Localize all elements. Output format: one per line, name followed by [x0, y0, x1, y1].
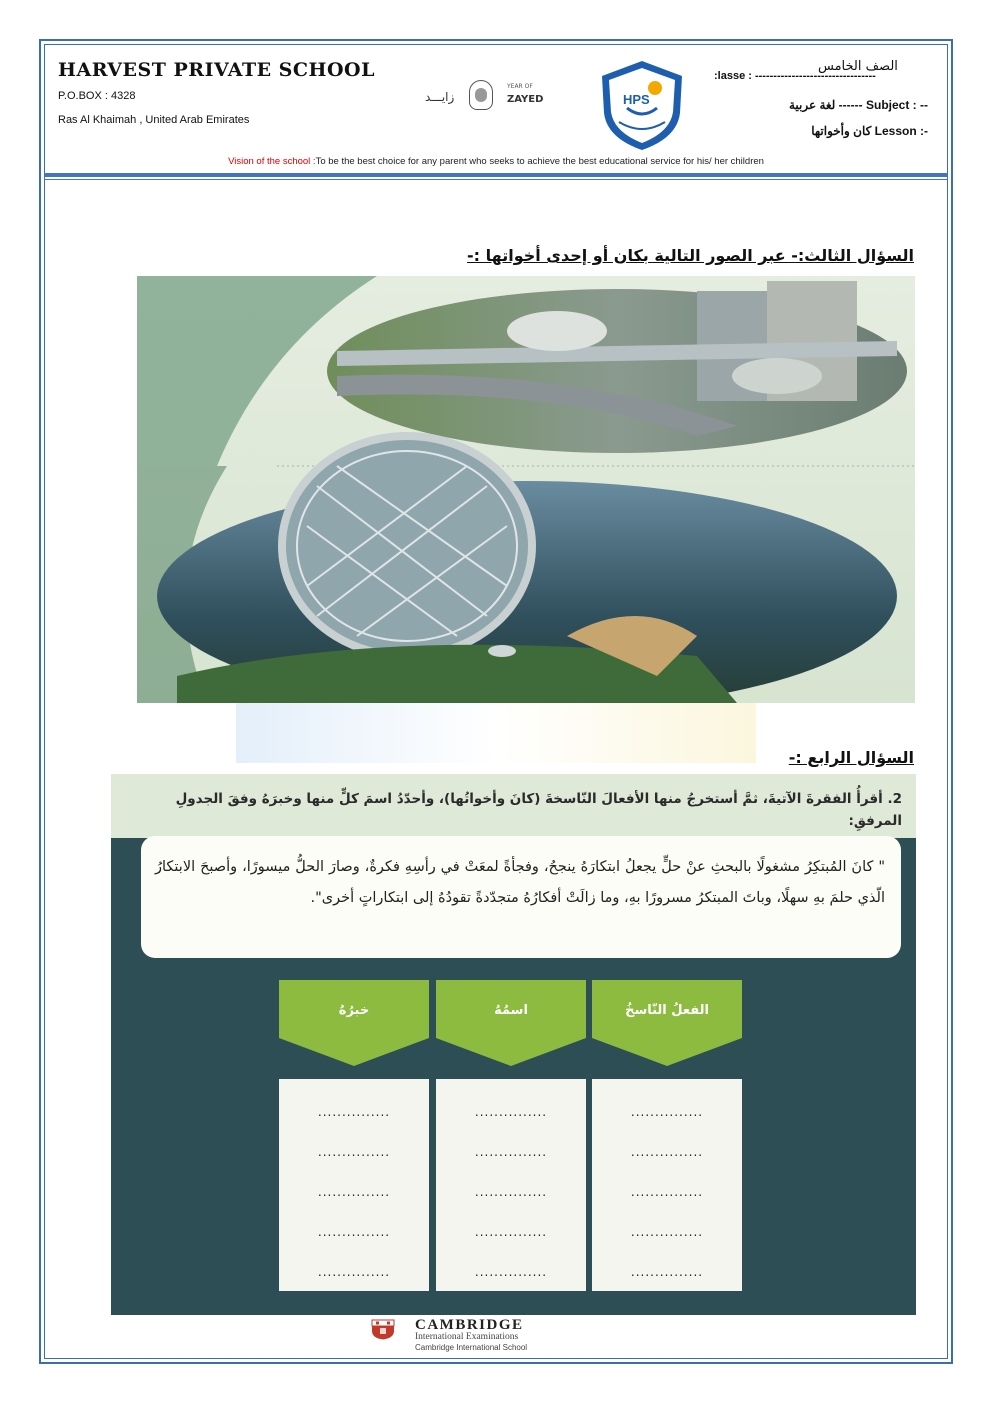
passage-box — [141, 836, 901, 958]
subject-label: لغة عربية ------ Subject : -- — [788, 98, 928, 112]
school-vision — [0, 156, 992, 167]
answer-blank[interactable]: ............... — [630, 1105, 704, 1119]
zayed-portrait-icon — [469, 80, 493, 110]
cambridge-crest-icon — [371, 1319, 395, 1340]
column-header-khabar — [279, 980, 429, 1066]
background-watermark — [236, 703, 756, 763]
answer-blank[interactable]: ............... — [630, 1185, 704, 1199]
class-value: الصف الخامس — [818, 59, 898, 74]
answer-blank[interactable]: ............... — [317, 1225, 391, 1239]
answer-column-verb — [592, 1079, 742, 1291]
answer-blank[interactable]: ............... — [474, 1225, 548, 1239]
question-4-title: السؤال الرابع :- — [788, 748, 914, 767]
school-address: Ras Al Khaimah , United Arab Emirates — [58, 114, 250, 126]
cambridge-school: Cambridge International School — [415, 1343, 528, 1352]
cambridge-name: CAMBRIDGE — [415, 1317, 524, 1333]
column-header-ism — [436, 980, 586, 1066]
column-header-verb — [592, 980, 742, 1066]
vision-text: To be the best choice for any parent who seeks to achieve the best educational service for his/ her children — [315, 156, 764, 167]
answer-blank[interactable]: ............... — [317, 1105, 391, 1119]
answer-blank[interactable]: ............... — [317, 1185, 391, 1199]
answer-blank[interactable]: ............... — [474, 1145, 548, 1159]
zayed-arabic-text: زايـــد — [425, 90, 455, 104]
question-3-photo — [137, 276, 915, 703]
cambridge-exams: International Examinations — [415, 1332, 519, 1342]
zayed-english-text: ZAYED — [507, 94, 544, 105]
zayed-year-text: YEAR OF — [507, 83, 533, 90]
passage-text: " كانَ المُبتكِرُ مشغولًا بالبحثِ عنْ حلٍّ يجعلُ ابتكارَهُ ينجحُ، وفجأةً لمعَتْ في رأسِهِ فكرةٌ، وصارَ الحلُّ ميسورًا، وأصبحَ الابتكارُ الّذي حلمَ بهِ سهلًا، وباتَ المبتكرُ مسرورًا بهِ، وما زالَتْ أفكارُهُ متجدّدةً تقودُهُ إلى ابتكاراتٍ أخرى". — [155, 859, 885, 906]
school-name: HARVEST PRIVATE SCHOOL — [58, 59, 375, 81]
column-header-khabar-label: خبرُهُ — [338, 1003, 370, 1018]
answer-blank[interactable]: ............... — [317, 1265, 391, 1279]
exercise-instruction: 2. أقرأُ الفقرةَ الآتيةَ، ثمَّ أستخرجُ منها الأفعالَ النّاسخةَ (كانَ وأخواتُها)، وأحدّدُ اسمَ كلٍّ منها وخبرَهُ وفقَ الجدولِ المرفقِ: — [175, 791, 902, 829]
school-shield-logo — [597, 58, 687, 153]
cambridge-footer-logo — [371, 1318, 631, 1354]
class-label: :lasse : --------------------------------- — [714, 70, 876, 82]
answer-blank[interactable]: ............... — [630, 1265, 704, 1279]
answer-blank[interactable]: ............... — [474, 1185, 548, 1199]
header-divider-thin — [44, 179, 948, 180]
column-header-verb-label: الفعلُ النّاسخُ — [625, 1003, 709, 1018]
answer-column-khabar — [279, 1079, 429, 1291]
instruction-band — [111, 774, 916, 838]
answer-blank[interactable]: ............... — [630, 1225, 704, 1239]
vision-label: Vision of the school : — [228, 156, 316, 167]
header-divider — [44, 173, 948, 177]
question-3-title: السؤال الثالث:- عبر الصور التالية بكان أو إحدى أخواتها :- — [467, 246, 914, 265]
po-box: P.O.BOX : 4328 — [58, 90, 136, 102]
answer-blank[interactable]: ............... — [317, 1145, 391, 1159]
answer-blank[interactable]: ............... — [474, 1105, 548, 1119]
textbook-excerpt — [111, 774, 916, 1315]
year-of-zayed-logo — [425, 80, 555, 114]
column-header-ism-label: اسمُهُ — [494, 1003, 528, 1018]
school-logo-text: HPS — [623, 92, 650, 107]
answer-blank[interactable]: ............... — [474, 1265, 548, 1279]
lesson-label: كان وأخواتها Lesson :- — [811, 124, 928, 138]
answer-blank[interactable]: ............... — [630, 1145, 704, 1159]
answer-column-ism — [436, 1079, 586, 1291]
